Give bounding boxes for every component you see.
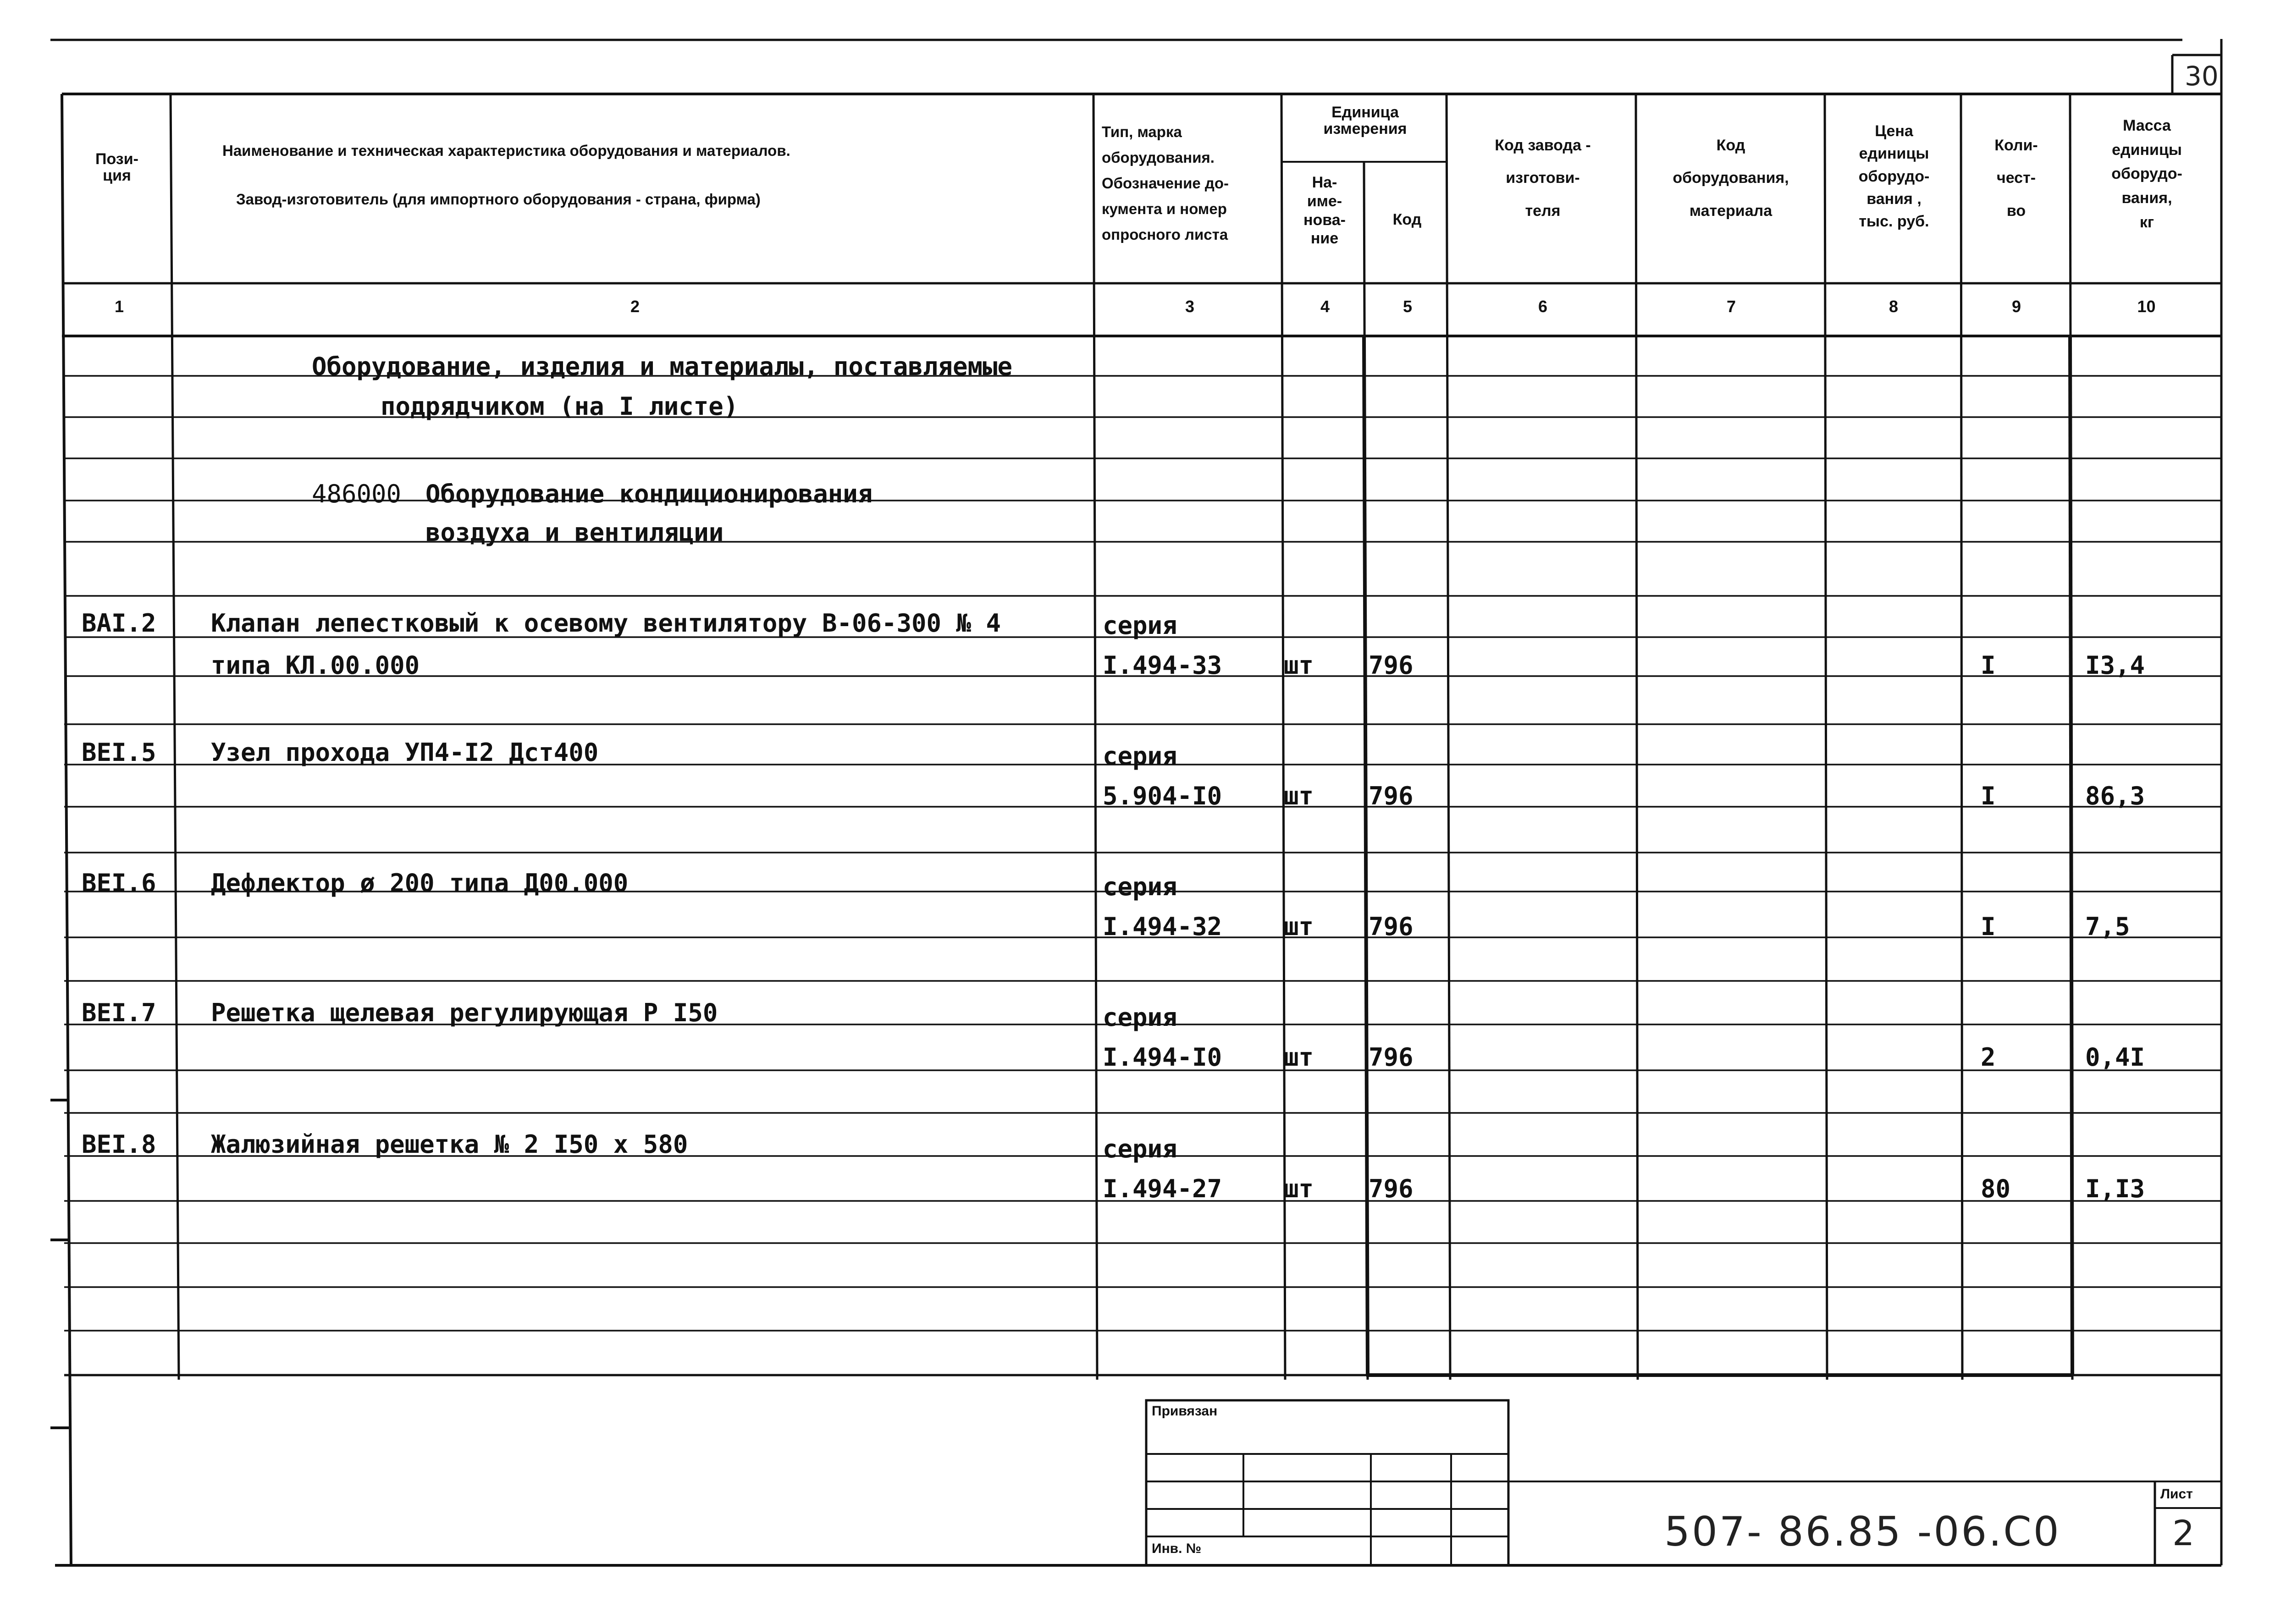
item-quantity: I [1981, 912, 1996, 941]
header-unit-code: Код [1392, 211, 1422, 228]
item-position: ВЕI.7 [82, 998, 156, 1027]
header-name-line2: Завод-изготовитель (для импортного оборудования - страна, фирма) [236, 191, 761, 208]
col-num-2: 2 [630, 297, 640, 316]
stamp-bound-label: Привязан [1152, 1404, 1218, 1419]
section-title-line2: подрядчиком (на I листе) [381, 392, 739, 421]
item-unit-code: 796 [1369, 782, 1414, 810]
col-num-9: 9 [2011, 297, 2021, 316]
col-num-7: 7 [1726, 297, 1736, 316]
subsection-title-line2: воздуха и вентиляции [425, 518, 724, 547]
item-name: Узел прохода УП4-I2 Дст400 [211, 738, 599, 767]
item-name: Дефлектор ø 200 типа Д00.000 [211, 869, 629, 897]
header-price: Цена единицы оборудо- вания , тыс. руб. [1858, 122, 1930, 231]
sheet-label: Лист [2160, 1486, 2193, 1502]
item-unit-code: 796 [1369, 1174, 1414, 1203]
col-num-3: 3 [1185, 297, 1195, 316]
item-position: ВЕI.5 [82, 738, 156, 767]
item-name: Жалюзийная решетка № 2 I50 х 580 [211, 1130, 688, 1159]
item-mass: 0,4I [2085, 1043, 2145, 1072]
item-series-label: серия [1103, 872, 1177, 901]
item-name-cont: типа КЛ.00.000 [211, 651, 420, 680]
item-series-label: серия [1103, 1003, 1177, 1032]
item-series-label: серия [1103, 611, 1177, 640]
header-unit-group: Единица измерения [1323, 104, 1407, 138]
item-unit: шт [1284, 1043, 1314, 1072]
item-quantity: I [1981, 782, 1996, 810]
item-series: I.494-27 [1103, 1174, 1222, 1203]
document-code: 507- 86.85 -06.С0 [1664, 1508, 2061, 1555]
item-quantity: I [1981, 651, 1996, 680]
subsection-code: 486000 [312, 479, 402, 508]
item-mass: I3,4 [2085, 651, 2145, 680]
item-unit: шт [1284, 651, 1314, 680]
stamp-inv-label: Инв. № [1152, 1541, 1202, 1556]
page-number: 30 [2185, 61, 2219, 92]
item-unit-code: 796 [1369, 651, 1414, 680]
item-unit: шт [1284, 1174, 1314, 1203]
item-name: Клапан лепестковый к осевому вентилятору В-06-300 № 4 [211, 609, 1001, 638]
item-name: Решетка щелевая регулирующая Р I50 [211, 998, 718, 1027]
item-mass: I,I3 [2085, 1174, 2145, 1203]
sheet-number: 2 [2172, 1513, 2195, 1553]
header-mass: Масса единицы оборудо- вания, кг [2111, 117, 2182, 231]
item-mass: 86,3 [2085, 782, 2145, 810]
header-quantity: Коли- чест- во [1994, 137, 2038, 220]
header-name-line1: Наименование и техническая характеристика оборудования и материалов. [222, 142, 790, 159]
header-manufacturer-code: Код завода - изготови- теля [1495, 137, 1591, 220]
item-series: I.494-33 [1103, 651, 1222, 680]
item-unit: шт [1284, 912, 1314, 941]
item-series: I.494-I0 [1103, 1043, 1222, 1072]
item-unit-code: 796 [1369, 912, 1414, 941]
subsection-title-line1: Оборудование кондиционирования [425, 479, 873, 508]
item-series: I.494-32 [1103, 912, 1222, 941]
header-position: Пози- ция [95, 150, 138, 184]
item-series-label: серия [1103, 742, 1177, 771]
item-mass: 7,5 [2085, 912, 2130, 941]
item-unit: шт [1284, 782, 1314, 810]
col-num-5: 5 [1403, 297, 1413, 316]
section-title-line1: Оборудование, изделия и материалы, поставляемые [312, 352, 1013, 381]
item-quantity: 2 [1981, 1043, 1996, 1072]
item-quantity: 80 [1981, 1174, 2011, 1203]
header-type: Тип, марка оборудования. Обозначение до- кумента и номер опросного листа [1102, 123, 1229, 243]
col-num-10: 10 [2137, 297, 2156, 316]
header-equipment-code: Код оборудования, материала [1673, 137, 1789, 220]
col-num-6: 6 [1538, 297, 1548, 316]
header-unit-name: На- име- нова- ние [1303, 174, 1346, 248]
item-position: ВЕI.6 [82, 869, 156, 897]
col-num-1: 1 [114, 297, 124, 316]
item-position: ВАI.2 [82, 609, 156, 638]
col-num-4: 4 [1320, 297, 1330, 316]
item-position: ВЕI.8 [82, 1130, 156, 1159]
item-series-label: серия [1103, 1134, 1177, 1163]
col-num-8: 8 [1888, 297, 1899, 316]
item-unit-code: 796 [1369, 1043, 1414, 1072]
item-series: 5.904-I0 [1103, 782, 1222, 810]
